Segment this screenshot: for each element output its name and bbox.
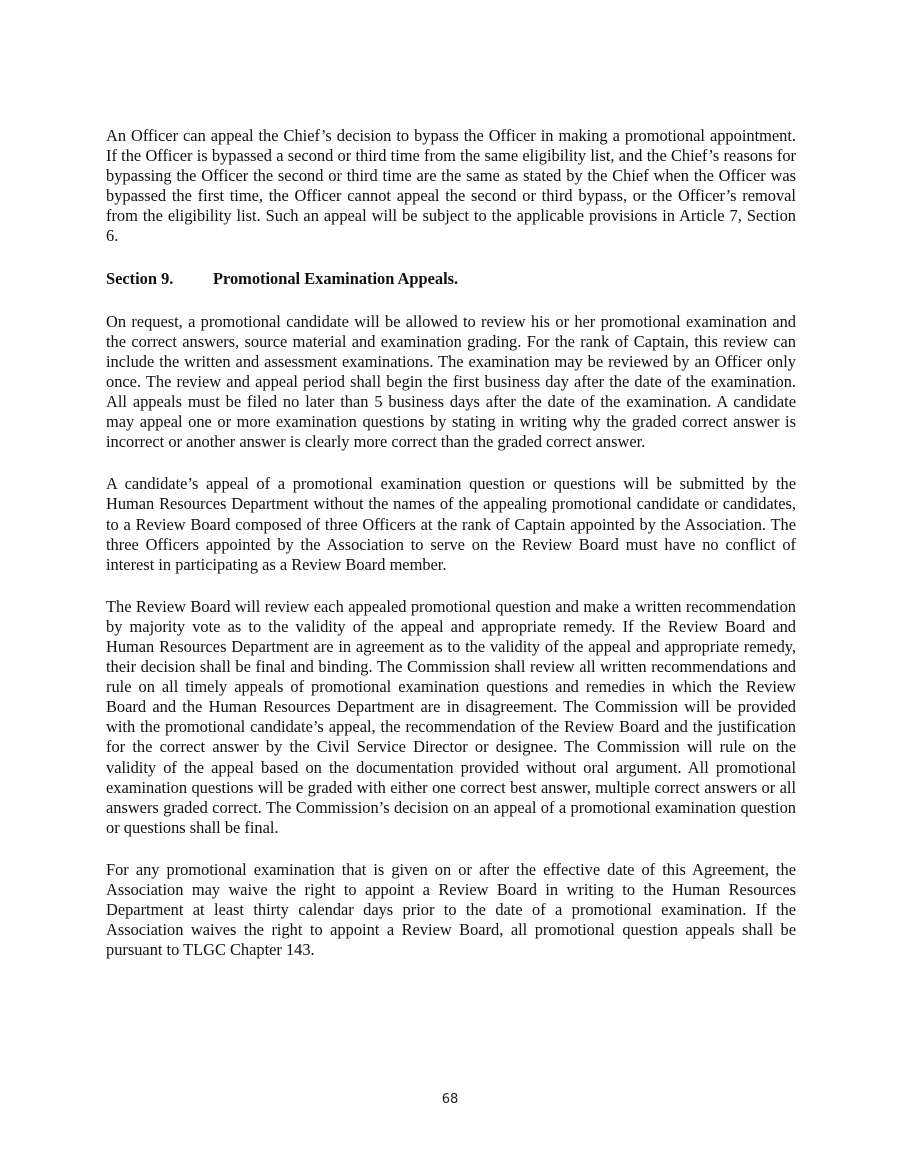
page-number: 68 <box>441 1092 459 1107</box>
paragraph-waiver: For any promotional examination that is given on or after the effective date of this Agreement, the Association may waive the right to appoint a Review Board in writing to the Human Resources Department at least thirty calendar days prior to the date of a promotional examination. If the Association waives the right to appoint a Review Board, all promotional question appeals shall be pursuant to TLGC Chapter 143. <box>106 859 796 960</box>
paragraph-review-request: On request, a promotional candidate will be allowed to review his or her promotional examination and the correct answers, source material and examination grading. For the rank of Captain, this review can include the written and assessment examinations. The examination may be reviewed by an Officer only once. The review and appeal period shall begin the first business day after the date of the examination. All appeals must be filed no later than 5 business days after the date of the examination. A candidate may appeal one or more examination questions by stating in writing why the graded correct answer is incorrect or another answer is clearly more correct than the graded correct answer. <box>106 311 796 452</box>
intro-paragraph: An Officer can appeal the Chief’s decision to bypass the Officer in making a promotional appointment. If the Officer is bypassed a second or third time from the same eligibility list, and the Chief’s reasons for bypassing the Officer the second or third time are the same as stated by the Chief when the Officer was bypassed the first time, the Officer cannot appeal the second or third bypass, or the Officer’s removal from the eligibility list. Such an appeal will be subject to the applicable provisions in Article 7, Section 6. <box>106 126 796 246</box>
paragraph-review-board-submission: A candidate’s appeal of a promotional examination question or questions will be submitted by the Human Resources Department without the names of the appealing promotional candidate or candidates, to a Review Board composed of three Officers at the rank of Captain appointed by the Association. The three Officers appointed by the Association to serve on the Review Board must have no conflict of interest in participating as a Review Board member. <box>106 474 796 574</box>
section-number: Section 9. <box>106 268 174 288</box>
section-title: Promotional Examination Appeals. <box>213 268 459 288</box>
paragraph-review-board-process: The Review Board will review each appealed promotional question and make a written recommendation by majority vote as to the validity of the appeal and appropriate remedy. If the Review Board and Human Resources Department are in agreement as to the validity of the appeal and appropriate remedy, their decision shall be final and binding. The Commission shall review all written recommendations and rule on all timely appeals of promotional examination questions and remedies in which the Review Board and the Human Resources Department are in disagreement. The Commission will be provided with the promotional candidate’s appeal, the recommendation of the Review Board and the justification for the correct answer by the Civil Service Director or designee. The Commission will rule on the validity of the appeal based on the documentation provided without oral argument. All promotional examination questions will be graded with either one correct best answer, multiple correct answers or all answers graded correct. The Commission’s decision on an appeal of a promotional examination question or questions shall be final. <box>106 596 796 837</box>
section-heading <box>106 269 796 289</box>
page-body <box>106 126 796 982</box>
